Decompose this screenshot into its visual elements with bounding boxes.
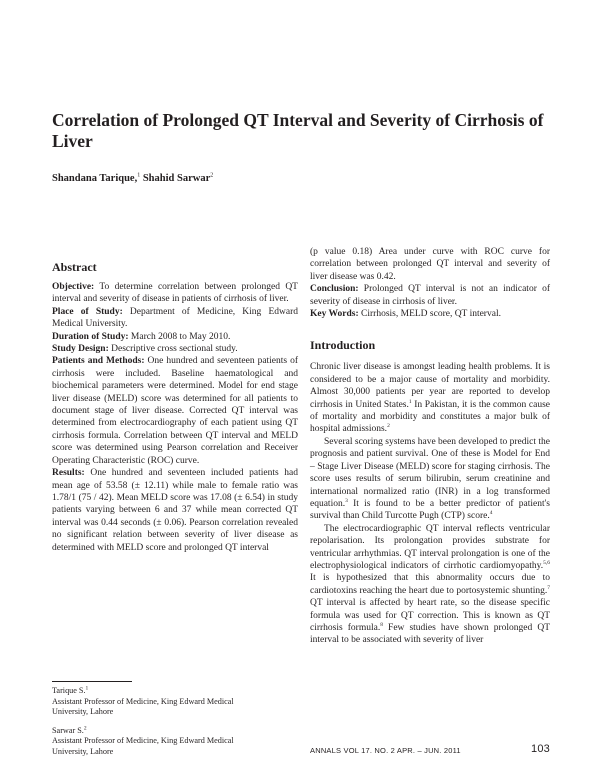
citation: 8: [380, 621, 383, 628]
abstract-heading: Abstract: [52, 260, 97, 274]
citation: 1: [408, 398, 412, 405]
duration-text: March 2008 to May 2010.: [130, 331, 231, 342]
intro-text: It is hypothesized that this abnormality occurs due to cardiotoxins reaching the heart due to portosystemic shunting.: [310, 573, 550, 596]
methods-paragraph: [52, 355, 298, 467]
design-paragraph: [52, 343, 298, 355]
conclusion-text: Prolonged QT interval is not an indicator of severity of disease in cirrhosis of liver.: [310, 284, 550, 307]
keywords-text: Cirrhosis, MELD score, QT interval.: [361, 309, 501, 320]
citation: 5,6: [543, 559, 550, 566]
intro-text: Chronic liver disease is amongst leading health problems. It is considered to be a major cause of mortality and morbidity. Almost 30,000 patients per year are reported to develop cirrhosis in United States.: [310, 362, 550, 410]
results-paragraph: [52, 467, 298, 554]
body-column-right: [310, 246, 550, 647]
citation: 3: [345, 497, 348, 504]
author-sup: 2: [210, 172, 214, 179]
author-name: Shahid Sarwar: [142, 173, 211, 184]
methods-label: Patients and Methods:: [52, 356, 145, 367]
footnote-divider: [52, 681, 132, 682]
affiliation-name: [52, 686, 292, 697]
place-paragraph: [52, 306, 298, 331]
affiliation-line: University, Lahore: [52, 707, 114, 717]
citation: 2: [387, 423, 390, 430]
intro-paragraph-2: [310, 436, 550, 523]
duration-paragraph: [52, 331, 298, 343]
intro-text: Several scoring systems have been developed to predict the prognosis and patient survival. One of these is Model for End – Stage Liver Disease (MELD) score for staging cirrhosis. The score uses results of serum bilirubin, serum creatinine and international normalized ratio (INR) in a log transformed equation.: [310, 436, 550, 509]
intro-text: It is found to be a better predictor of patient's survival than Child Turcotte Pugh (CTP) score.: [310, 498, 550, 522]
keywords-label: Key Words:: [310, 309, 359, 320]
place-label: Place of Study:: [52, 306, 123, 317]
design-label: Study Design:: [52, 344, 109, 355]
intro-paragraph-1: [310, 361, 550, 435]
results-continued: (p value 0.18) Area under curve with ROC curve for correlation between prolonged QT interval and severity of liver disease was 0.42.: [310, 247, 550, 282]
results-text: One hundred and seventeen included patients had mean age of 53.58 (± 12.11) while male to female ratio was 1.78/1 (75 / 42). Mean MELD score was 17.08 (± 6.54) in study patients varying between 6 and 37 while mean corrected QT interval was 0.44 seconds (± 0.06). Pearson correlation revealed no significant relation between severity of liver disease as determined with MELD score and prolonged QT interval: [52, 468, 298, 553]
duration-label: Duration of Study:: [52, 331, 129, 342]
intro-text: The electrocardiographic QT interval reflects ventricular repolarisation. Its prolongation provides substrate for ventricular arrhythmias. QT interval prolongation is one of the electrophysiological indicators of cirrhotic cardiomyopathy.: [310, 523, 550, 571]
affiliation-sup: 2: [83, 725, 87, 732]
objective-text: To determine correlation between prolonged QT interval and severity of disease in patients of cirrhosis of liver.: [52, 282, 298, 305]
methods-text: One hundred and seventeen patients of cirrhosis were included. Baseline haematological and biochemical parameters were determined. Model for end stage liver disease (MELD) score was determined for all patients to document stage of liver disease. Corrected QT interval was determined from electrocardiography of each patient using QT cirrhosis formula. Correlation between QT interval and MELD score was determined using Pearson correlation and Receiver Operating Characteristic (ROC) curve.: [52, 356, 299, 466]
affiliation-author: Tarique S.: [52, 686, 86, 695]
affiliation-line: Assistant Professor of Medicine, King Edward Medical: [52, 736, 234, 746]
design-text: Descriptive cross sectional study.: [111, 344, 238, 355]
conclusion-label: Conclusion:: [310, 284, 359, 295]
affiliation-name: [52, 726, 292, 737]
affiliation-notes: [52, 686, 292, 758]
affiliation-sup: 1: [85, 685, 89, 692]
affiliation-line: Assistant Professor of Medicine, King Edward Medical: [52, 696, 234, 706]
citation: 7: [547, 584, 550, 591]
place-text: Department of Medicine, King Edward Medical University.: [52, 306, 298, 330]
page-number: 103: [531, 743, 550, 755]
abstract-column-left: [52, 260, 298, 554]
intro-text: QT interval is affected by heart rate, so the disease specific formula was used for QT correction. This is known as QT cirrhosis formula.: [310, 598, 550, 633]
keywords-paragraph: [310, 308, 550, 320]
introduction-heading: Introduction: [310, 338, 376, 353]
author-name: Shandana Tarique,: [52, 173, 138, 184]
author-sup: 1: [137, 172, 141, 179]
objective-paragraph: [52, 281, 298, 306]
intro-text: Few studies have shown prolonged QT interval to be associated with severity of liver: [310, 622, 550, 646]
citation: 4: [489, 510, 493, 517]
journal-issue: ANNALS VOL 17. NO. 2 APR. – JUN. 2011: [310, 746, 461, 755]
affiliation-author: Sarwar S.: [52, 725, 84, 735]
objective-label: Objective:: [52, 282, 95, 292]
author-line: [52, 173, 213, 184]
page-footer: [310, 743, 550, 755]
intro-text: In Pakistan, it is the common cause of mortality and morbidity and constitutes a major bulk of hospital admissions.: [310, 399, 551, 435]
affiliation-line: University, Lahore: [52, 746, 114, 756]
article-title: Correlation of Prolonged QT Interval and Severity of Cirrhosis of Liver: [52, 110, 544, 151]
results-label: Results:: [52, 468, 85, 479]
conclusion-paragraph: [310, 283, 550, 308]
intro-paragraph-3: [310, 523, 550, 647]
